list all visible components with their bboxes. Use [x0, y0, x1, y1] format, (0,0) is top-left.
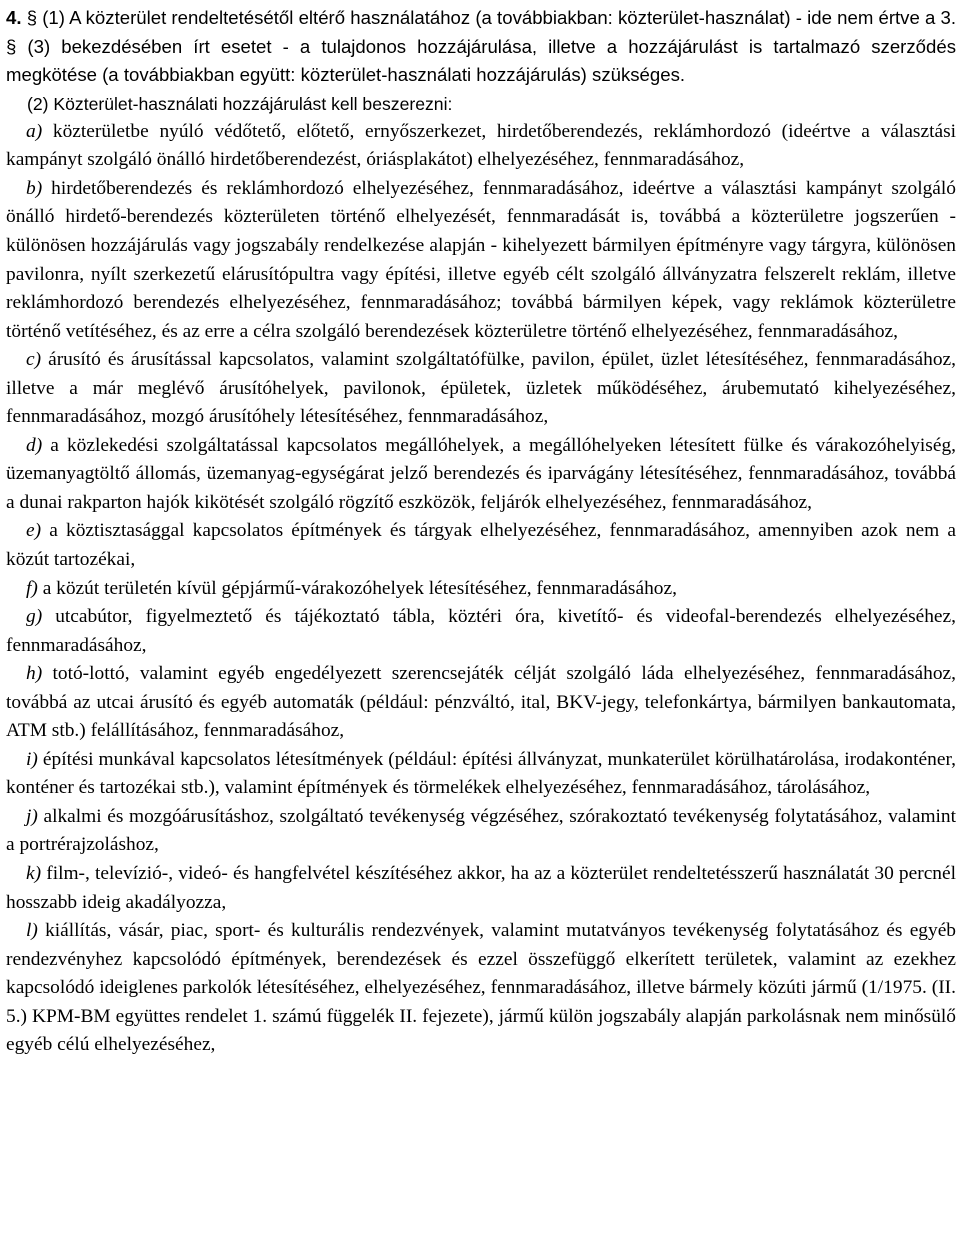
- item-letter: c): [26, 349, 42, 371]
- list-item-j: [6, 803, 956, 860]
- item-text: film-, televízió-, videó- és hangfelvétel készítéséhez akkor, ha az a közterület rendeltetésszerű használatát 30 percnél hosszabb ideig akadályozza,: [6, 863, 956, 913]
- item-letter: f): [26, 577, 38, 599]
- item-text: a köztisztasággal kapcsolatos építmények és tárgyak elhelyezéséhez, fennmaradásához, amennyiben azok nem a közút tartozékai,: [6, 520, 956, 570]
- item-letter: e): [26, 520, 42, 542]
- list-item-d: [6, 432, 956, 518]
- item-text: a közút területén kívül gépjármű-várakozóhelyek létesítéséhez, fennmaradásához,: [37, 577, 677, 599]
- section-number: 4.: [6, 7, 22, 28]
- item-letter: i): [26, 748, 38, 770]
- list-item-e: [6, 517, 956, 574]
- section-4-paragraph-1: [6, 4, 956, 90]
- list-item-a: [6, 118, 956, 175]
- item-letter: d): [26, 434, 43, 456]
- list-item-i: [6, 746, 956, 803]
- document-page: [6, 4, 956, 1060]
- item-text: alkalmi és mozgóárusításhoz, szolgáltató tevékenység végzéséhez, szórakoztató tevékenység folytatásához, valamint a portrérajzoláshoz,: [6, 805, 956, 856]
- item-text: közterületbe nyúló védőtető, előtető, ernyőszerkezet, hirdetőberendezés, reklámhordozó (ideértve a választási kampányt szolgáló önálló hirdetőberendezést, óriásplakátot) elhelyezéséhez, fennmaradásához,: [6, 120, 956, 171]
- item-text: kiállítás, vásár, piac, sport- és kulturális rendezvények, valamint mutatványos tevékenység folytatásához és egyéb rendezvényhez kapcsolódó építmények, berendezések és ezzel összefüggő elkerített területek, valamint az ezekhez kapcsolódó ideiglenes parkolók létesítéséhez, elhelyezéséhez, fennmaradásához, illetve bármely közúti jármű (1/1975. (II. 5.) KPM-BM együttes rendelet 1. számú függelék II. fejezete), jármű külön jogszabály alapján parkolásnak nem minősülő egyéb célú elhelyezéséhez,: [6, 920, 956, 1056]
- item-letter: j): [26, 805, 38, 827]
- list-item-k: [6, 860, 956, 917]
- item-list: [6, 118, 956, 1060]
- item-text: utcabútor, figyelmeztető és tájékoztató tábla, köztéri óra, kivetítő- és videofal-berendezés elhelyezéséhez, fennmaradásához,: [6, 606, 956, 656]
- section-4-text: § (1) A közterület rendeltetésétől eltérő használatához (a továbbiakban: közterület-használat) - ide nem értve a 3. § (3) bekezdésében írt esetet - a tulajdonos hozzájárulása, illetve a hozzájárulást is tartalmazó szerződés megkötése (a továbbiakban együtt: közterület-használati hozzájárulás) szükséges.: [6, 7, 957, 86]
- item-text: árusító és árusítással kapcsolatos, valamint szolgáltatófülke, pavilon, épület, üzlet létesítéséhez, fennmaradásához, illetve a már meglévő árusítóhelyek, pavilonok, épületek, üzletek működéséhez, árubemutató kihelyezéséhez, fennmaradásához, mozgó árusítóhely létesítéséhez, fennmaradásához,: [6, 349, 956, 428]
- item-letter: b): [26, 177, 43, 199]
- item-letter: l): [26, 920, 38, 942]
- list-item-h: [6, 660, 956, 746]
- item-letter: a): [26, 120, 43, 142]
- item-text: a közlekedési szolgáltatással kapcsolatos megállóhelyek, a megállóhelyeken létesített fülke és várakozóhelyiség, üzemanyagtöltő állomás, üzemanyag-egységárat jelző berendezés és iparvágány létesítéséhez, fennmaradásához, továbbá a dunai rakparton hajók kikötését szolgáló rögzítő eszközök, feljárók elhelyezéséhez, fennmaradásához,: [6, 434, 956, 513]
- list-item-c: [6, 346, 956, 432]
- item-text: totó-lottó, valamint egyéb engedélyezett szerencsejáték célját szolgáló láda elhelyezéséhez, fennmaradásához, továbbá az utcai árusító és egyéb automaták (például: pénzváltó, ital, BKV-jegy, telefonkártya, bármilyen bankautomata, ATM stb.) felállításához, fennmaradásához,: [6, 663, 956, 742]
- paragraph-2-intro: (2) Közterület-használati hozzájárulást kell beszerezni:: [27, 93, 453, 114]
- list-item-b: [6, 175, 956, 346]
- list-item-f: [6, 575, 956, 604]
- item-letter: g): [26, 606, 43, 628]
- item-text: hirdetőberendezés és reklámhordozó elhelyezéséhez, fennmaradásához, ideértve a választási kampányt szolgáló önálló hirdető-berendezés közterületen történő elhelyezését, fennmaradását is, továbbá a közterületre jogszerűen - különösen hozzájárulás vagy jogszabály rendelkezése alapján - kihelyezett bármilyen építményre vagy tárgyra, különösen pavilonra, nyílt szerkezetű elárusítópultra vagy építési, illetve egyéb célt szolgáló állványzatra felszerelt reklám, illetve reklámhordozó berendezés elhelyezéséhez, fennmaradásához; továbbá bármilyen képek, vagy reklámok közterületre történő vetítéséhez, és az erre a célra szolgáló berendezések közterületre történő elhelyezéséhez, fennmaradásához,: [6, 177, 956, 342]
- item-text: építési munkával kapcsolatos létesítmények (például: építési állványzat, munkaterület körülhatárolása, irodakonténer, konténer és tartozékai stb.), valamint építmények és törmelékek elhelyezéséhez, fennmaradásához, tárolásához,: [6, 748, 956, 799]
- item-letter: k): [26, 863, 42, 884]
- item-letter: h): [26, 663, 43, 685]
- list-item-l: [6, 917, 956, 1060]
- list-item-g: [6, 603, 956, 660]
